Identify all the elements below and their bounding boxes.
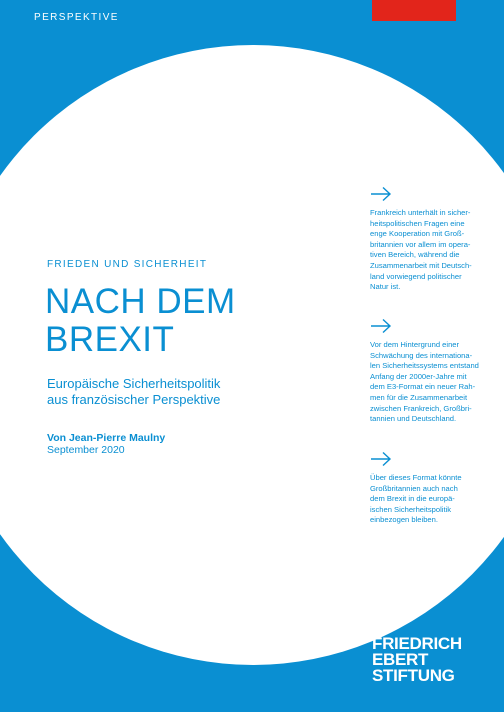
fes-logo: [372, 636, 462, 684]
key-point-1-line: enge Kooperation mit Groß-: [370, 229, 465, 239]
logo-line-3: STIFTUNG: [372, 666, 455, 685]
title-line-1: NACH DEM: [45, 282, 236, 321]
key-point-1: [370, 186, 482, 293]
subtitle: [47, 376, 307, 408]
key-point-3: [370, 451, 482, 526]
key-point-3-line: einbezogen bleiben.: [370, 515, 438, 525]
key-point-3-line: Über dieses Format könnte: [370, 473, 462, 482]
author: Von Jean-Pierre Maulny: [47, 432, 166, 444]
logo-line-2: EBERT: [372, 650, 429, 669]
subtitle-line-2: aus französischer Perspektive: [47, 392, 221, 407]
key-point-1-line: Frankreich unterhält in sicher-: [370, 208, 471, 217]
key-point-2-line: len Sicherheitssystems entstand: [370, 361, 479, 371]
key-point-3-line: ischen Sicherheitspolitik: [370, 504, 452, 514]
key-point-1-line: land vorwiegend politischer: [370, 271, 462, 281]
series-label: PERSPEKTIVE: [34, 12, 119, 23]
key-point-2-line: men für die Zusammenarbeit: [370, 392, 468, 402]
arrow-right-icon: [370, 318, 392, 334]
key-point-2-line: Schwächung des internationa-: [370, 350, 473, 360]
publication-date: September 2020: [47, 444, 125, 456]
key-point-1-line: tiven Bereich, während die: [370, 250, 460, 260]
page-title: [45, 283, 236, 359]
red-accent-tab: [372, 0, 456, 21]
key-point-1-line: heitspolitischen Fragen eine: [370, 218, 465, 228]
key-point-2: [370, 318, 482, 425]
key-point-2-line: zwischen Frankreich, Großbri-: [370, 403, 472, 413]
key-point-2-line: tannien und Deutschland.: [370, 414, 457, 424]
key-point-3-line: Großbritannien auch nach: [370, 483, 458, 493]
topic-label: FRIEDEN UND SICHERHEIT: [47, 259, 208, 270]
title-line-2: BREXIT: [45, 320, 175, 359]
arrow-right-icon: [370, 451, 392, 467]
key-point-3-line: dem Brexit in die europä-: [370, 494, 455, 504]
logo-line-1: FRIEDRICH: [372, 634, 462, 653]
subtitle-line-1: Europäische Sicherheitspolitik: [47, 376, 221, 391]
arrow-right-icon: [370, 186, 392, 202]
key-point-2-line: dem E3-Format ein neuer Rah-: [370, 382, 476, 392]
key-point-1-line: Natur ist.: [370, 282, 401, 292]
key-point-2-line: Vor dem Hintergrund einer: [370, 340, 460, 349]
key-point-2-line: Anfang der 2000er-Jahre mit: [370, 371, 467, 381]
key-point-1-line: britannien vor allem im opera-: [370, 239, 471, 249]
key-point-1-line: Zusammenarbeit mit Deutsch-: [370, 260, 472, 270]
